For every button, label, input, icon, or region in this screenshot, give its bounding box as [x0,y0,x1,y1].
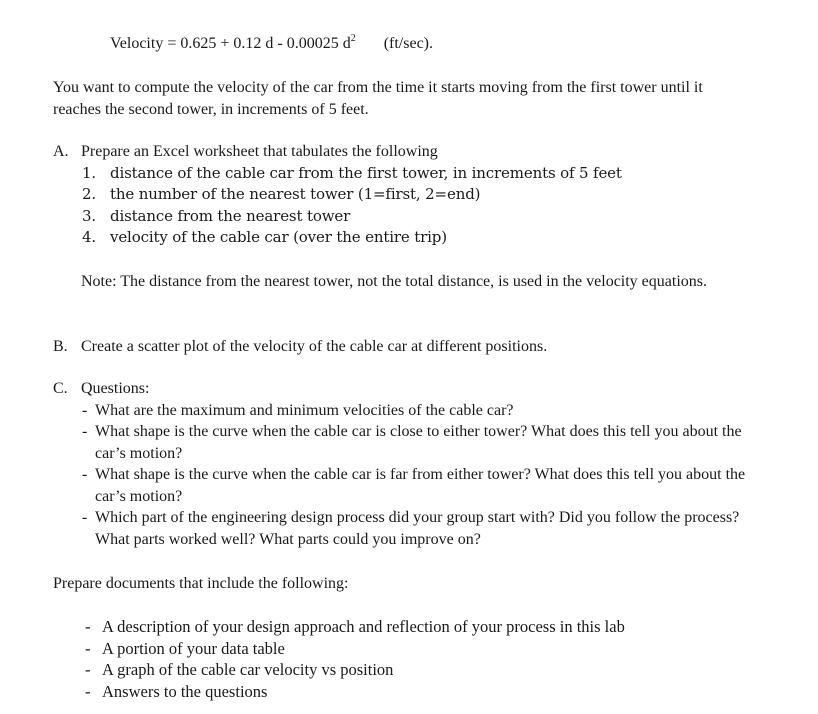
dash-bullet: - [85,681,91,701]
item-number: 1. [82,163,97,182]
list-item [53,507,767,550]
dash-bullet: - [85,660,91,679]
intro-paragraph: You want to compute the velocity of the car from the time it starts moving from the first tower until it reaches the second tower, in increments of 5 feet. [53,79,703,118]
deliverables-list [85,616,765,702]
section-c-title: Questions: [81,380,150,397]
section-c [53,378,773,550]
dash-bullet: - [82,509,88,526]
list-item [53,206,773,228]
list-item [53,163,773,185]
questions-list [53,400,773,551]
velocity-equation [110,33,433,55]
question-text: What shape is the curve when the cable car is far from either tower? What does this tell you about the car’s motion? [95,466,746,505]
equation-exponent: 2 [350,32,356,44]
question-text: What are the maximum and minimum velocities of the cable car? [95,401,514,419]
list-item [85,681,765,703]
dash-bullet: - [82,466,88,483]
deliverable-text: A portion of your data table [102,638,285,658]
item-text: velocity of the cable car (over the entire trip) [110,228,447,246]
equation-units: (ft/sec). [383,35,434,52]
question-text: Which part of the engineering design process did your group start with? Did you follow the process? What parts worked well? What parts could you improve on? [95,509,740,548]
list-item [53,400,767,422]
worksheet-items-list [53,163,773,249]
item-number: 4. [82,228,97,246]
item-text: the number of the nearest tower (1=first, 2=end) [110,185,481,203]
equation-lhs: Velocity [110,35,164,52]
item-number: 2. [82,185,97,203]
dash-bullet: - [85,617,91,636]
list-item [53,227,773,249]
section-c-heading [53,378,773,400]
section-a-note: Note: The distance from the nearest tower, not the total distance, is used in the velocity equations. [81,273,707,290]
item-text: distance of the cable car from the first tower, in increments of 5 feet [110,163,622,182]
section-b [53,336,773,358]
dash-bullet: - [82,401,88,419]
section-a-label: A. [53,143,69,160]
list-item [85,616,765,638]
section-a-title: Prepare an Excel worksheet that tabulates the following [81,143,438,160]
section-b-text: Create a scatter plot of the velocity of the cable car at different positions. [81,338,548,355]
list-item [85,659,765,681]
section-a [53,141,773,249]
section-b-label: B. [53,338,68,355]
question-text: What shape is the curve when the cable car is close to either tower? What does this tell you about the car’s motion? [95,423,742,462]
deliverable-text: Answers to the questions [102,681,268,701]
item-text: distance from the nearest tower [110,206,351,225]
list-item [85,638,765,660]
list-item [53,184,773,206]
list-item [53,464,767,507]
dash-bullet: - [82,423,88,440]
section-a-heading [53,141,773,163]
deliverable-text: A graph of the cable car velocity vs position [102,660,394,679]
prepare-heading: Prepare documents that include the following: [53,575,349,592]
item-number: 3. [82,206,97,225]
deliverable-text: A description of your design approach and reflection of your process in this lab [102,617,625,636]
section-c-label: C. [53,380,68,397]
dash-bullet: - [85,638,91,658]
list-item [53,421,767,464]
equation-rhs: = 0.625 + 0.12 d - 0.00025 d [163,35,351,52]
